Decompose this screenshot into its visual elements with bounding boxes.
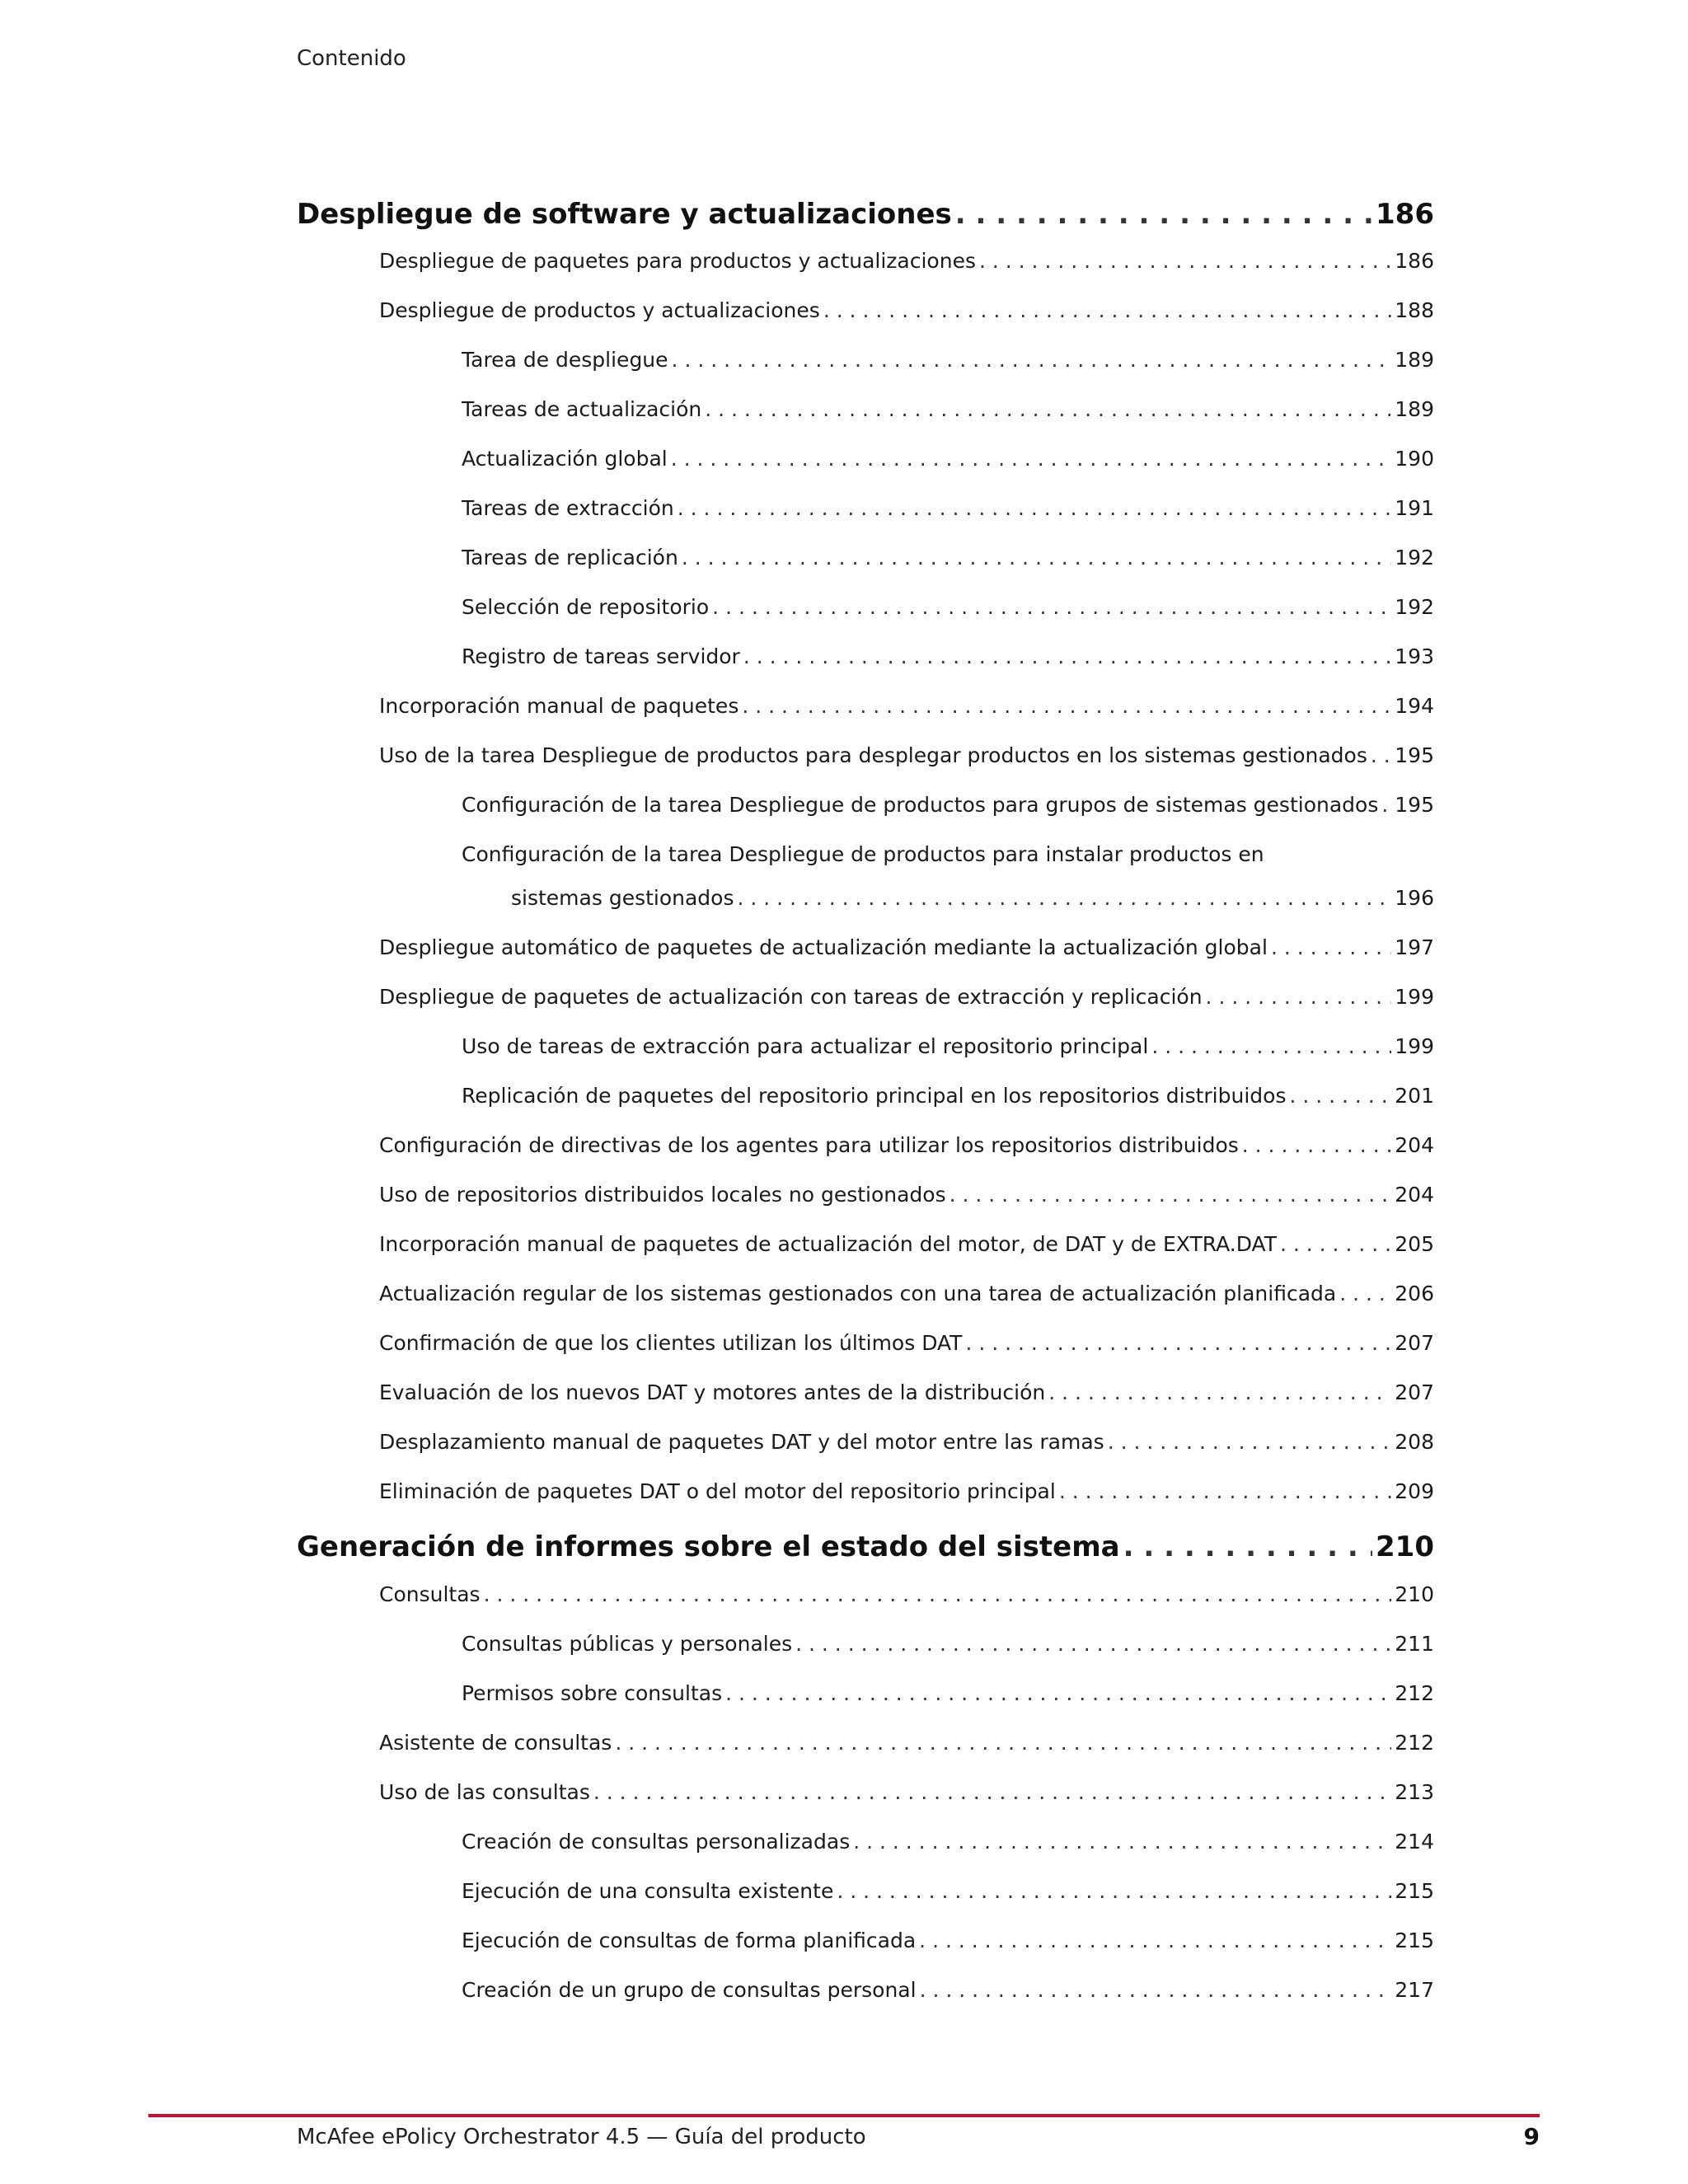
toc-entry-title: Tareas de extracción: [462, 496, 674, 520]
toc-entry-title: Asistente de consultas: [379, 1731, 612, 1755]
toc-entry-title: Despliegue de paquetes de actualización con tareas de extracción y replicación: [379, 985, 1203, 1009]
toc-entry-title: sistemas gestionados: [511, 886, 734, 910]
toc-dot-leader: [920, 1978, 1392, 2002]
toc-entry-page: 204: [1395, 1183, 1434, 1207]
footer-rule: [148, 2114, 1540, 2117]
toc-entry-page: 205: [1395, 1232, 1434, 1256]
toc-dot-leader: [1123, 1530, 1372, 1563]
toc-entry-page: 195: [1395, 743, 1434, 767]
toc-entry[interactable]: [462, 644, 1434, 668]
toc-entry[interactable]: [462, 348, 1434, 372]
toc-entry-page: 197: [1395, 935, 1434, 959]
toc-entry[interactable]: [462, 1681, 1434, 1705]
toc-entry[interactable]: [379, 1133, 1434, 1157]
toc-entry-page: 211: [1395, 1632, 1434, 1656]
toc-entry-page: 217: [1395, 1978, 1434, 2002]
toc-entry[interactable]: [462, 1632, 1434, 1656]
toc-dot-leader: [672, 348, 1392, 372]
toc-dot-leader: [1381, 793, 1391, 817]
toc-entry[interactable]: [379, 249, 1434, 273]
toc-entry-title: Configuración de la tarea Despliegue de productos para instalar productos en: [462, 842, 1264, 866]
toc-dot-leader: [1280, 1232, 1391, 1256]
toc-entry[interactable]: [297, 198, 1434, 231]
toc-entry-title: Despliegue de productos y actualizaciones: [379, 298, 820, 322]
toc-entry[interactable]: [379, 1232, 1434, 1256]
toc-dot-leader: [1048, 1380, 1391, 1404]
toc-dot-leader: [1059, 1479, 1391, 1503]
toc-entry-page: 189: [1395, 348, 1434, 372]
toc-entry[interactable]: [462, 496, 1434, 520]
toc-dot-leader: [743, 644, 1391, 668]
toc-entry[interactable]: [462, 1929, 1434, 1952]
toc-entry[interactable]: [511, 886, 1434, 910]
toc-entry-title: Consultas públicas y personales: [462, 1632, 793, 1656]
toc-entry-page: 204: [1395, 1133, 1434, 1157]
toc-entry[interactable]: [462, 1830, 1434, 1854]
toc-entry-title: Tarea de despliegue: [462, 348, 668, 372]
toc-dot-leader: [1108, 1430, 1392, 1454]
toc-entry-page: 186: [1376, 198, 1434, 231]
toc-entry[interactable]: [379, 298, 1434, 322]
toc-entry[interactable]: [379, 1380, 1434, 1404]
toc-entry[interactable]: [379, 694, 1434, 718]
toc-entry-title: Eliminación de paquetes DAT o del motor del repositorio principal: [379, 1479, 1056, 1503]
toc-dot-leader: [837, 1879, 1391, 1903]
toc-entry-page: 192: [1395, 546, 1434, 569]
toc-entry-title: Evaluación de los nuevos DAT y motores antes de la distribución: [379, 1380, 1046, 1404]
toc-entry[interactable]: [462, 842, 1434, 866]
toc-dot-leader: [1289, 1084, 1391, 1108]
toc-dot-leader: [593, 1780, 1391, 1804]
toc-entry[interactable]: [379, 1479, 1434, 1503]
toc-entry-page: 215: [1395, 1879, 1434, 1903]
toc-entry-title: Incorporación manual de paquetes de actualización del motor, de DAT y de EXTRA.DAT: [379, 1232, 1277, 1256]
toc-entry-page: 210: [1376, 1530, 1434, 1563]
toc-entry[interactable]: [462, 1978, 1434, 2002]
toc-entry-title: Despliegue de paquetes para productos y actualizaciones: [379, 249, 976, 273]
toc-entry[interactable]: [379, 985, 1434, 1009]
toc-entry-page: 190: [1395, 447, 1434, 471]
toc-entry[interactable]: [462, 1084, 1434, 1108]
toc-entry-page: 207: [1395, 1331, 1434, 1355]
toc-dot-leader: [615, 1731, 1391, 1755]
toc-entry-title: Confirmación de que los clientes utilizan los últimos DAT: [379, 1331, 963, 1355]
toc-entry-title: Generación de informes sobre el estado del sistema: [297, 1530, 1120, 1563]
toc-entry-page: 192: [1395, 595, 1434, 619]
toc-dot-leader: [682, 546, 1391, 569]
toc-dot-leader: [1242, 1133, 1392, 1157]
toc-entry[interactable]: [462, 1879, 1434, 1903]
toc-entry[interactable]: [379, 1331, 1434, 1355]
running-head: Contenido: [297, 46, 406, 71]
toc-entry-page: 215: [1395, 1929, 1434, 1952]
toc-entry-title: Uso de las consultas: [379, 1780, 590, 1804]
toc-entry-title: Creación de consultas personalizadas: [462, 1830, 851, 1854]
toc-entry-page: 199: [1395, 1034, 1434, 1058]
toc-entry-page: 199: [1395, 985, 1434, 1009]
toc-dot-leader: [484, 1582, 1392, 1606]
toc-entry[interactable]: [462, 447, 1434, 471]
toc-entry-page: 188: [1395, 298, 1434, 322]
toc-dot-leader: [725, 1681, 1391, 1705]
toc-entry-title: Despliegue automático de paquetes de actualización mediante la actualización global: [379, 935, 1268, 959]
toc-entry-page: 213: [1395, 1780, 1434, 1804]
toc-entry-page: 214: [1395, 1830, 1434, 1854]
toc-dot-leader: [965, 1331, 1391, 1355]
toc-entry-page: 189: [1395, 397, 1434, 421]
toc-entry-title: Permisos sobre consultas: [462, 1681, 723, 1705]
toc-entry-page: 209: [1395, 1479, 1434, 1503]
toc-dot-leader: [738, 886, 1392, 910]
toc-entry[interactable]: [379, 1780, 1434, 1804]
toc-entry-title: Uso de la tarea Despliegue de productos para desplegar productos en los sistemas gestionados: [379, 743, 1367, 767]
toc-entry-title: Uso de tareas de extracción para actualizar el repositorio principal: [462, 1034, 1149, 1058]
toc-entry-page: 212: [1395, 1681, 1434, 1705]
toc-entry-title: Consultas: [379, 1582, 481, 1606]
toc-dot-leader: [1271, 935, 1391, 959]
toc-dot-leader: [671, 447, 1392, 471]
toc-dot-leader: [712, 595, 1391, 619]
toc-entry-page: 191: [1395, 496, 1434, 520]
toc-entry[interactable]: [462, 1034, 1434, 1058]
toc-entry[interactable]: [379, 1183, 1434, 1207]
toc-entry-page: 210: [1395, 1582, 1434, 1606]
toc-entry-title: Configuración de la tarea Despliegue de productos para grupos de sistemas gestionados: [462, 793, 1379, 817]
toc-dot-leader: [795, 1632, 1391, 1656]
toc-dot-leader: [979, 249, 1391, 273]
toc-entry-title: Creación de un grupo de consultas personal: [462, 1978, 917, 2002]
toc-entry-page: 206: [1395, 1282, 1434, 1305]
toc-dot-leader: [1151, 1034, 1391, 1058]
toc-entry-title: Ejecución de una consulta existente: [462, 1879, 834, 1903]
toc-entry-title: Ejecución de consultas de forma planificada: [462, 1929, 917, 1952]
toc-entry-page: 212: [1395, 1731, 1434, 1755]
toc-entry-title: Tareas de actualización: [462, 397, 702, 421]
toc-entry-title: Actualización regular de los sistemas gestionados con una tarea de actualización planificada: [379, 1282, 1337, 1305]
toc-entry-page: 196: [1395, 886, 1434, 910]
toc-entry-title: Replicación de paquetes del repositorio principal en los repositorios distribuidos: [462, 1084, 1287, 1108]
toc-entry[interactable]: [462, 793, 1434, 817]
toc-entry[interactable]: [379, 935, 1434, 959]
toc-entry[interactable]: [379, 1430, 1434, 1454]
toc-entry-page: 193: [1395, 644, 1434, 668]
toc-entry-title: Registro de tareas servidor: [462, 644, 740, 668]
toc-dot-leader: [678, 496, 1392, 520]
toc-dot-leader: [853, 1830, 1391, 1854]
toc-dot-leader: [1206, 985, 1392, 1009]
toc-dot-leader: [950, 1183, 1392, 1207]
toc-entry-title: Incorporación manual de paquetes: [379, 694, 739, 718]
footer-title: McAfee ePolicy Orchestrator 4.5 — Guía del producto: [297, 2125, 866, 2149]
toc-dot-leader: [742, 694, 1391, 718]
toc-dot-leader: [705, 397, 1391, 421]
toc-entry[interactable]: [379, 1582, 1434, 1606]
toc-entry-page: 201: [1395, 1084, 1434, 1108]
toc-entry[interactable]: [462, 546, 1434, 569]
footer-page-number: 9: [1523, 2123, 1540, 2150]
toc-entry[interactable]: [379, 743, 1434, 767]
toc-dot-leader: [1339, 1282, 1391, 1305]
toc-entry-title: Desplazamiento manual de paquetes DAT y del motor entre las ramas: [379, 1430, 1104, 1454]
toc-dot-leader: [919, 1929, 1391, 1952]
toc-entry-title: Selección de repositorio: [462, 595, 710, 619]
toc-dot-leader: [955, 198, 1372, 231]
toc-entry-title: Configuración de directivas de los agentes para utilizar los repositorios distribuidos: [379, 1133, 1239, 1157]
toc-entry-title: Actualización global: [462, 447, 668, 471]
toc-dot-leader: [1371, 743, 1391, 767]
toc-entry[interactable]: [462, 397, 1434, 421]
toc-entry[interactable]: [462, 595, 1434, 619]
toc-entry-page: 195: [1395, 793, 1434, 817]
toc-dot-leader: [823, 298, 1391, 322]
toc-entry[interactable]: [297, 1530, 1434, 1563]
toc-entry[interactable]: [379, 1731, 1434, 1755]
toc-entry-page: 186: [1395, 249, 1434, 273]
toc-entry-page: 208: [1395, 1430, 1434, 1454]
toc-entry-title: Uso de repositorios distribuidos locales no gestionados: [379, 1183, 946, 1207]
toc-entry-page: 207: [1395, 1380, 1434, 1404]
toc-entry[interactable]: [379, 1282, 1434, 1305]
toc-entry-page: 194: [1395, 694, 1434, 718]
toc-entry-title: Despliegue de software y actualizaciones: [297, 198, 952, 231]
toc-entry-title: Tareas de replicación: [462, 546, 678, 569]
